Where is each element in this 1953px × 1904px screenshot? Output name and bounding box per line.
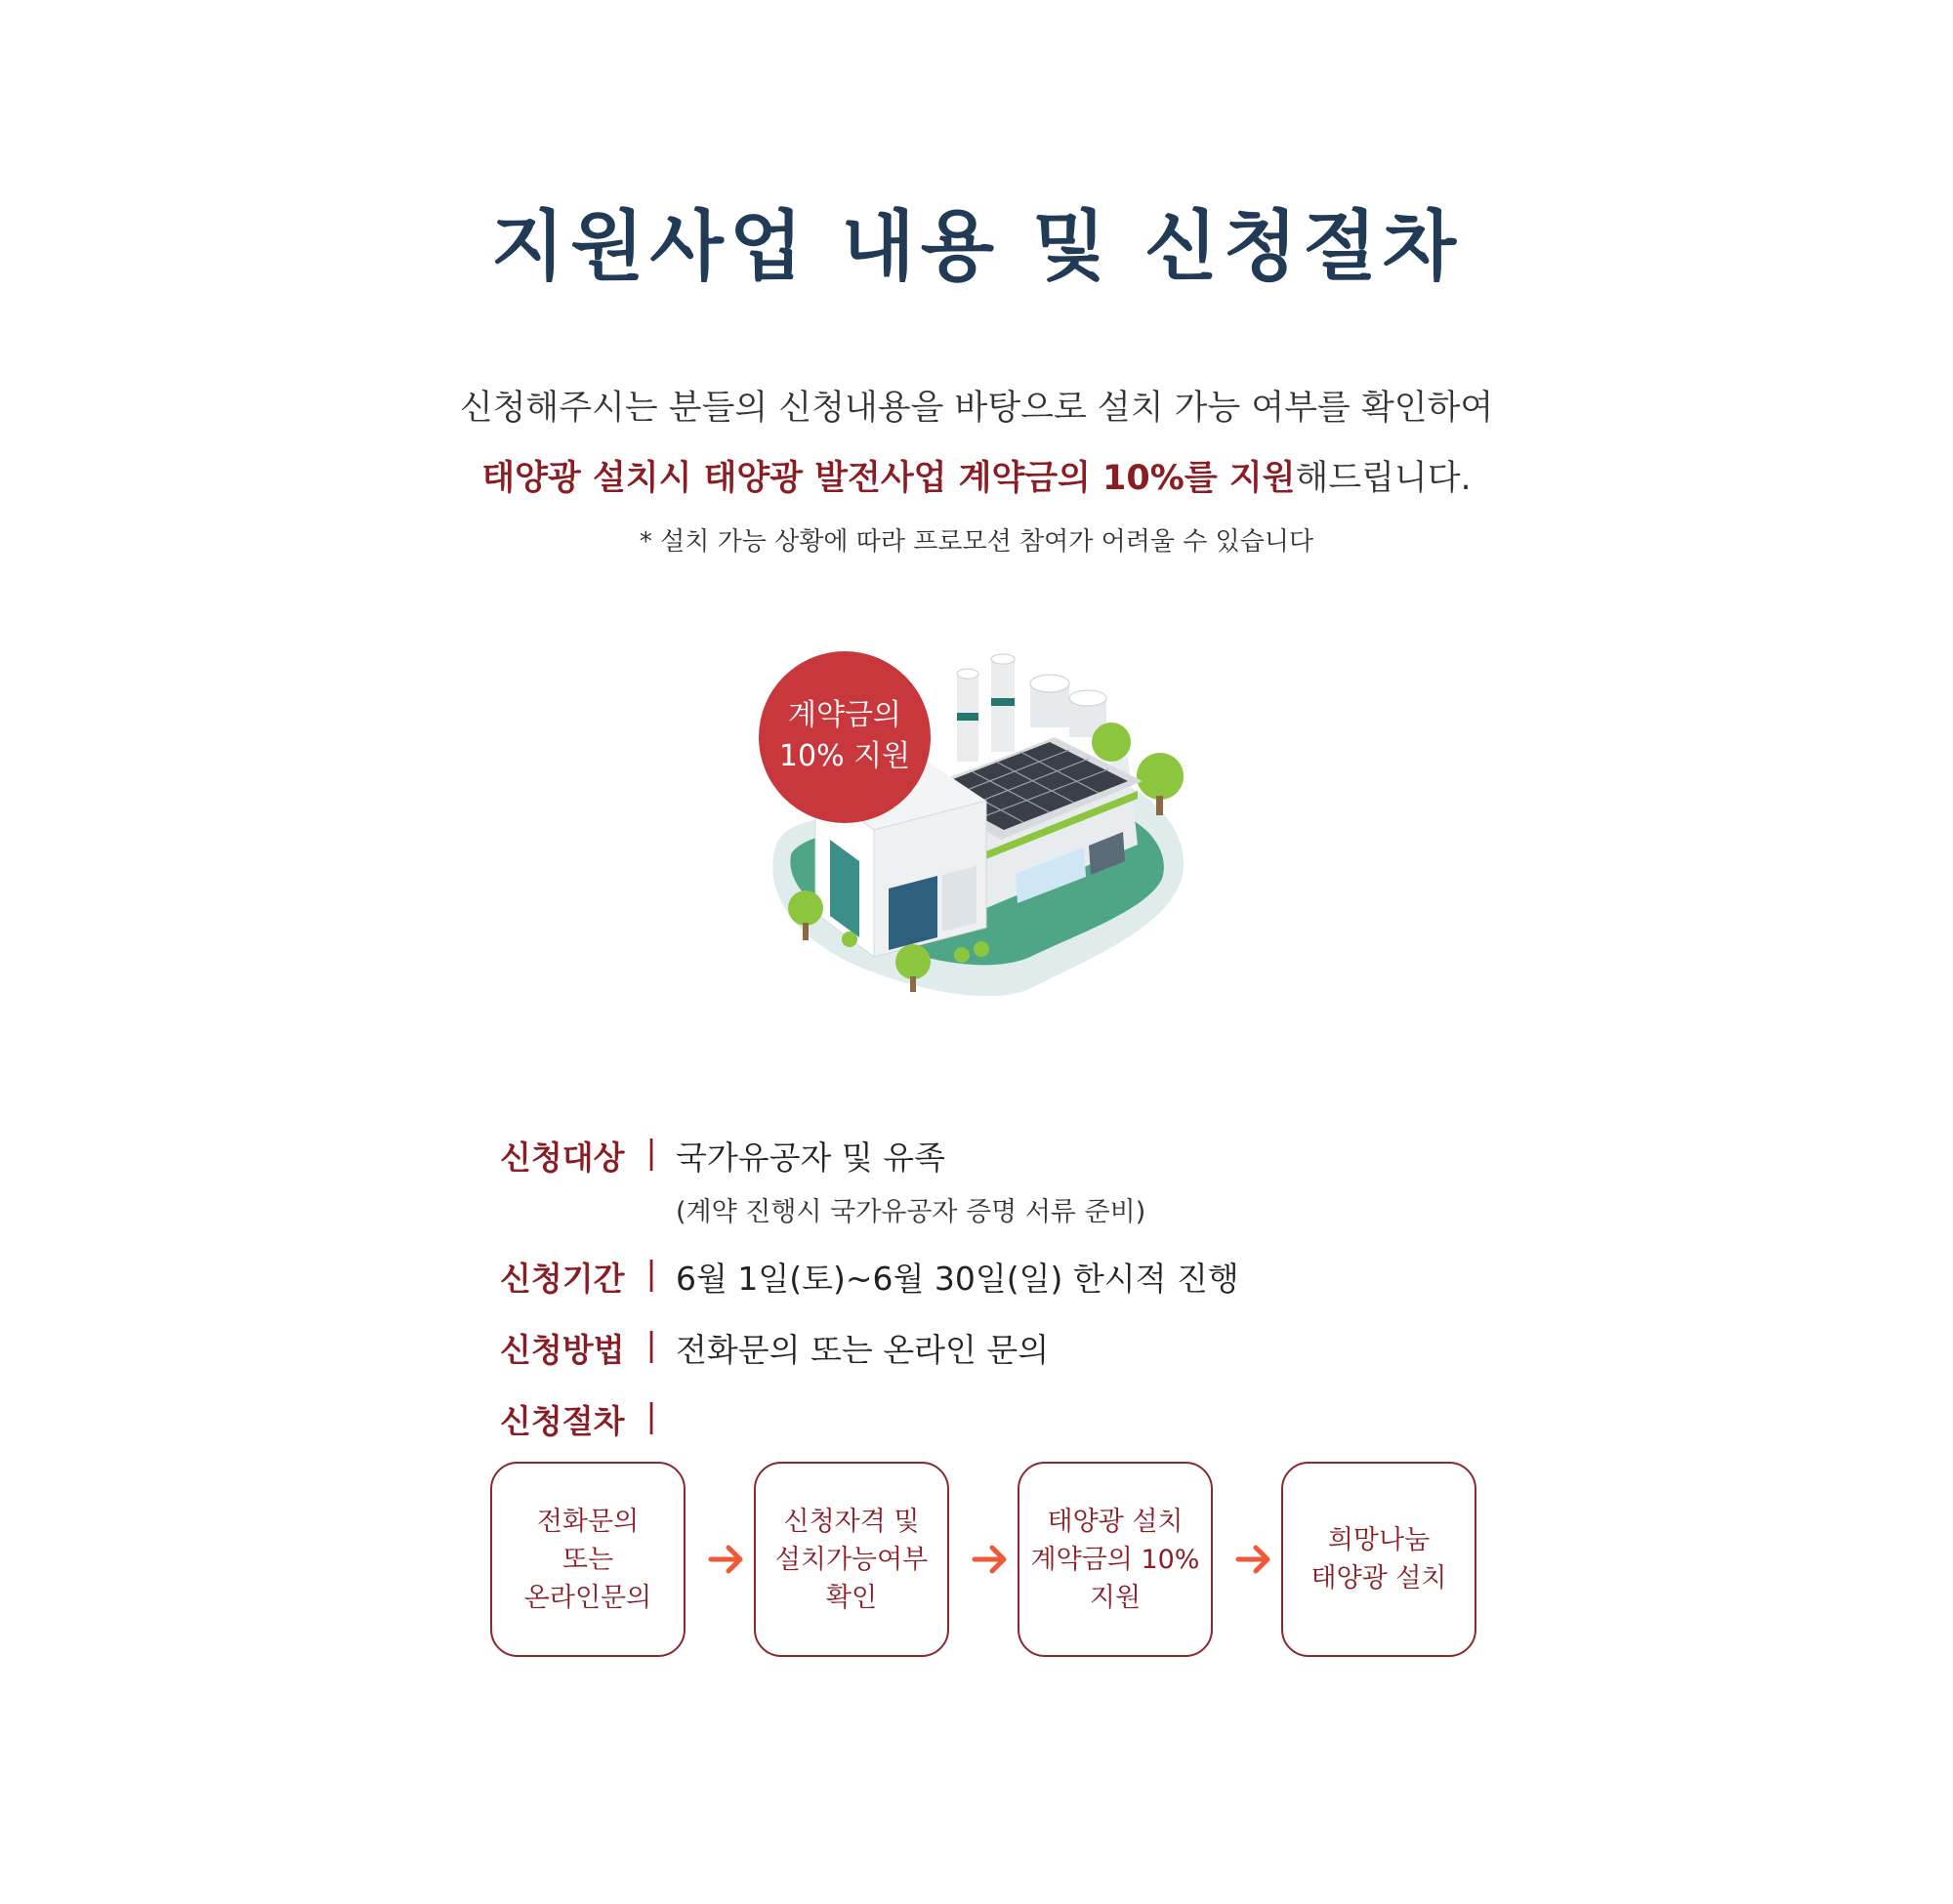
step-4	[1281, 1462, 1476, 1657]
step-2	[754, 1462, 949, 1657]
intro-note: * 설치 가능 상황에 따라 프로모션 참여가 어려울 수 있습니다	[639, 527, 1314, 557]
page-title: 지원사업 내용 및 신청절차	[490, 203, 1463, 291]
step-1	[490, 1462, 686, 1657]
step-2-line-3: 확인	[825, 1582, 878, 1613]
step-4-line-1: 희망나눔	[1327, 1525, 1431, 1555]
step-4-line-2: 태양광 설치	[1310, 1563, 1447, 1594]
target-row	[500, 1133, 1476, 1228]
intro-line-2-rest: 해드립니다.	[1295, 459, 1472, 498]
intro-line-1: 신청해주시는 분들의 신청내용을 바탕으로 설치 가능 여부를 확인하여	[459, 389, 1494, 428]
solar-factory-illustration	[752, 644, 1201, 1015]
step-1-line-1: 전화문의	[536, 1506, 640, 1537]
method-label: 신청방법	[500, 1331, 625, 1369]
procedure-steps	[490, 1462, 1476, 1661]
badge-line-1: 계약금의	[788, 698, 901, 732]
period-value: 6월 1일(토)~6월 30일(일) 한시적 진행	[676, 1260, 1239, 1298]
procedure-separator: |	[645, 1396, 657, 1434]
application-info	[500, 1133, 1476, 1468]
step-3	[1018, 1462, 1213, 1657]
target-separator: |	[645, 1133, 657, 1171]
target-sub: (계약 진행시 국가유공자 증명 서류 준비)	[676, 1197, 1146, 1227]
badge-circle	[759, 651, 931, 823]
arrow-right-icon	[705, 1538, 748, 1581]
intro-line-2	[0, 451, 1953, 500]
intro-text	[0, 381, 1953, 558]
step-3-line-3: 지원	[1089, 1582, 1142, 1613]
step-3-line-2: 계약금의 10%	[1030, 1544, 1200, 1575]
step-2-line-1: 신청자격 및	[783, 1506, 920, 1537]
method-value: 전화문의 또는 온라인 문의	[676, 1331, 1050, 1369]
step-2-line-2: 설치가능여부	[774, 1544, 929, 1575]
arrow-right-icon	[969, 1538, 1012, 1581]
arrow-right-icon	[1232, 1538, 1275, 1581]
step-3-line-1: 태양광 설치	[1047, 1506, 1184, 1537]
period-label: 신청기간	[500, 1260, 625, 1298]
procedure-row	[500, 1396, 1476, 1442]
period-row	[500, 1254, 1476, 1300]
step-1-line-2: 또는	[561, 1544, 614, 1575]
target-label: 신청대상	[500, 1138, 625, 1177]
procedure-label: 신청절차	[500, 1402, 625, 1440]
method-separator: |	[645, 1325, 657, 1363]
period-separator: |	[645, 1254, 657, 1292]
badge-line-2: 10% 지원	[778, 739, 911, 773]
target-value: 국가유공자 및 유족	[676, 1138, 946, 1177]
intro-highlight: 태양광 설치시 태양광 발전사업 계약금의 10%를 지원	[481, 459, 1296, 498]
step-1-line-3: 온라인문의	[523, 1582, 652, 1613]
method-row	[500, 1325, 1476, 1371]
